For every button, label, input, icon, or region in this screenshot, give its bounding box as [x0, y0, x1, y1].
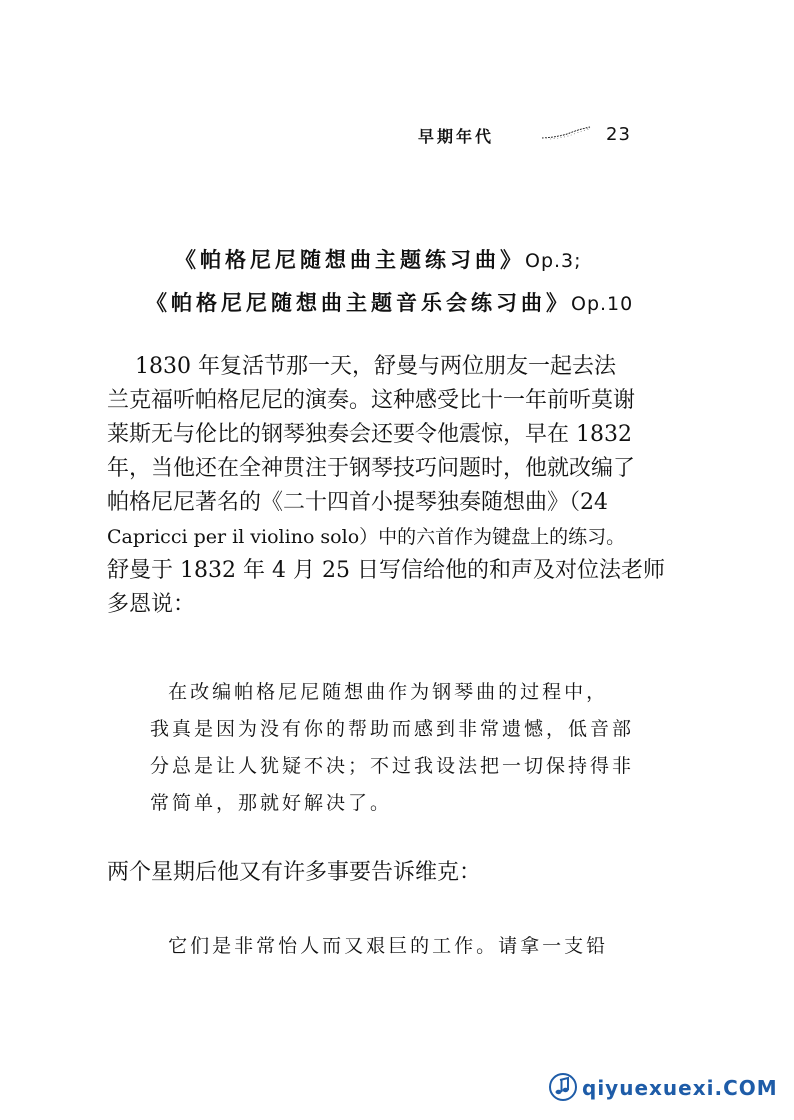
paragraph-line: 莱斯无与伦比的钢琴独奏会还要令他震惊，早在 1832 — [107, 422, 632, 447]
page-number: 23 — [606, 124, 631, 145]
music-note-icon — [548, 1072, 578, 1102]
watermark-text: qiyuexuexi.COM — [582, 1076, 778, 1100]
quote-line: 常简单，那就好解决了。 — [150, 792, 393, 814]
paragraph-line: 舒曼于 1832 年 4 月 25 日写信给他的和声及对位法老师 — [107, 558, 665, 583]
quote-line: 分总是让人犹疑不决；不过我设法把一切保持得非 — [150, 755, 635, 777]
site-watermark — [548, 1068, 784, 1108]
running-header — [0, 122, 794, 152]
paragraph-line: 1830 年复活节那一天，舒曼与两位朋友一起去法 — [107, 354, 616, 379]
quote-line: 它们是非常怡人而又艰巨的工作。请拿一支铅 — [150, 935, 609, 957]
paragraph-1 — [107, 350, 665, 622]
block-quote-1 — [150, 674, 634, 822]
block-quote-2 — [150, 928, 608, 965]
paragraph-line: 多恩说： — [107, 592, 196, 617]
title-1-main: 《帕格尼尼随想曲主题练习曲》 — [175, 248, 525, 272]
paragraph-2 — [107, 856, 481, 890]
paragraph-line: 两个星期后他又有许多事要告诉维克： — [107, 860, 482, 885]
section-title-1 — [175, 244, 582, 274]
header-section-title: 早期年代 — [418, 127, 495, 146]
paragraph-line: 帕格尼尼著名的《二十四首小提琴独奏随想曲》（24 — [107, 490, 608, 515]
title-2-main: 《帕格尼尼随想曲主题音乐会练习曲》 — [146, 291, 571, 315]
title-2-opus: Op.10 — [571, 293, 634, 315]
title-1-opus: Op.3; — [525, 250, 582, 272]
paragraph-line: 兰克福听帕格尼尼的演奏。这种感受比十一年前听莫谢 — [107, 388, 636, 413]
quote-line: 在改编帕格尼尼随想曲作为钢琴曲的过程中， — [150, 681, 609, 703]
paragraph-line: 年，当他还在全神贯注于钢琴技巧问题时，他就改编了 — [107, 456, 636, 481]
paragraph-line: Capricci per il violino solo）中的六首作为键盘上的练习。 — [107, 526, 626, 548]
quote-line: 我真是因为没有你的帮助而感到非常遗憾，低音部 — [150, 718, 635, 740]
header-ornament-icon — [540, 126, 592, 140]
section-title-2 — [146, 287, 633, 317]
